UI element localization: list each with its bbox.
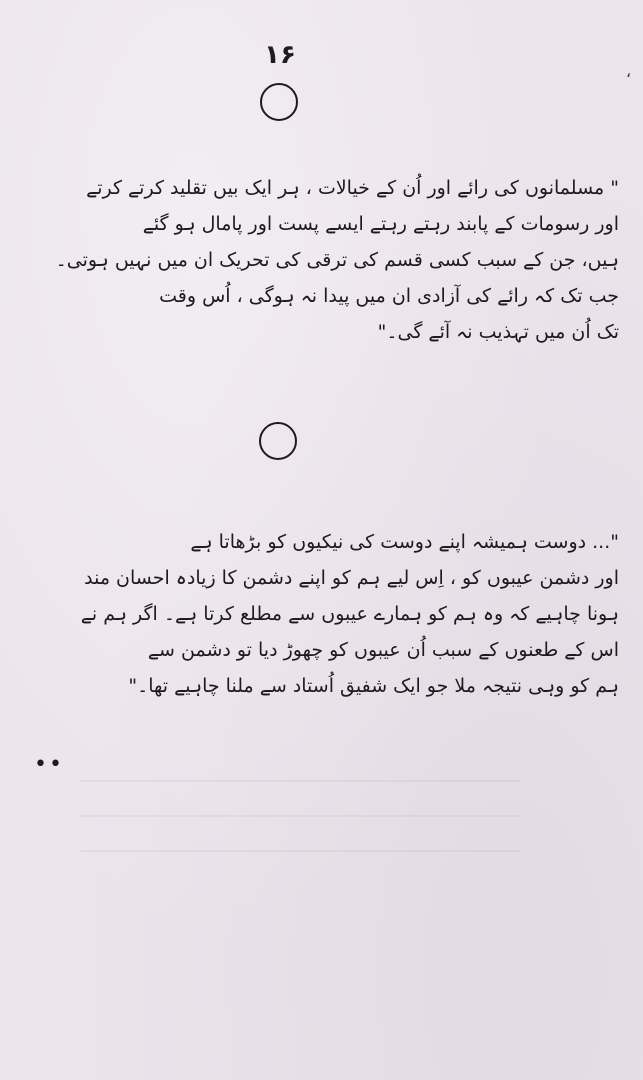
text-line: ہیں، جن کے سبب کسی قسم کی ترقی کی تحریک ان میں نہیں ہوتی۔ xyxy=(55,249,619,271)
bleed-through-line xyxy=(80,780,520,782)
end-dots-mark: •• xyxy=(34,752,64,777)
text-line: "... دوست ہمیشہ اپنے دوست کی نیکیوں کو بڑھاتا ہے xyxy=(190,531,619,553)
circle-ornament-middle xyxy=(259,422,297,460)
circle-ornament-top xyxy=(260,83,298,121)
text-line: اور دشمن عیبوں کو ، اِس لیے ہم کو اپنے دشمن کا زیادہ احسان مند xyxy=(84,567,619,589)
text-line: ہونا چاہیے کہ وہ ہم کو ہمارے عیبوں سے مطلع کرتا ہے۔ اگر ہم نے xyxy=(80,603,619,625)
quotation-passage-1 xyxy=(19,170,619,350)
text-line: ہم کو وہی نتیجہ ملا جو ایک شفیق اُستاد سے ملنا چاہیے تھا۔" xyxy=(128,675,619,697)
text-line: تک اُن میں تہذیب نہ آئے گی۔" xyxy=(377,321,619,343)
text-line: جب تک کہ رائے کی آزادی ان میں پیدا نہ ہوگی ، اُس وقت xyxy=(159,285,619,307)
text-line: " مسلمانوں کی رائے اور اُن کے خیالات ، ہر ایک بیں تقلید کرتے کرتے xyxy=(86,177,619,199)
text-line: اور رسومات کے پابند رہتے رہتے ایسے پست اور پامال ہو گئے xyxy=(142,213,619,235)
text-line: اس کے طعنوں کے سبب اُن عیبوں کو چھوڑ دیا تو دشمن سے xyxy=(147,639,619,661)
bleed-through-line xyxy=(80,850,520,852)
quotation-passage-2 xyxy=(19,524,619,704)
bleed-through-line xyxy=(80,815,520,817)
page-number: ۱۶ xyxy=(264,40,296,70)
edge-mark: ، xyxy=(625,62,631,81)
